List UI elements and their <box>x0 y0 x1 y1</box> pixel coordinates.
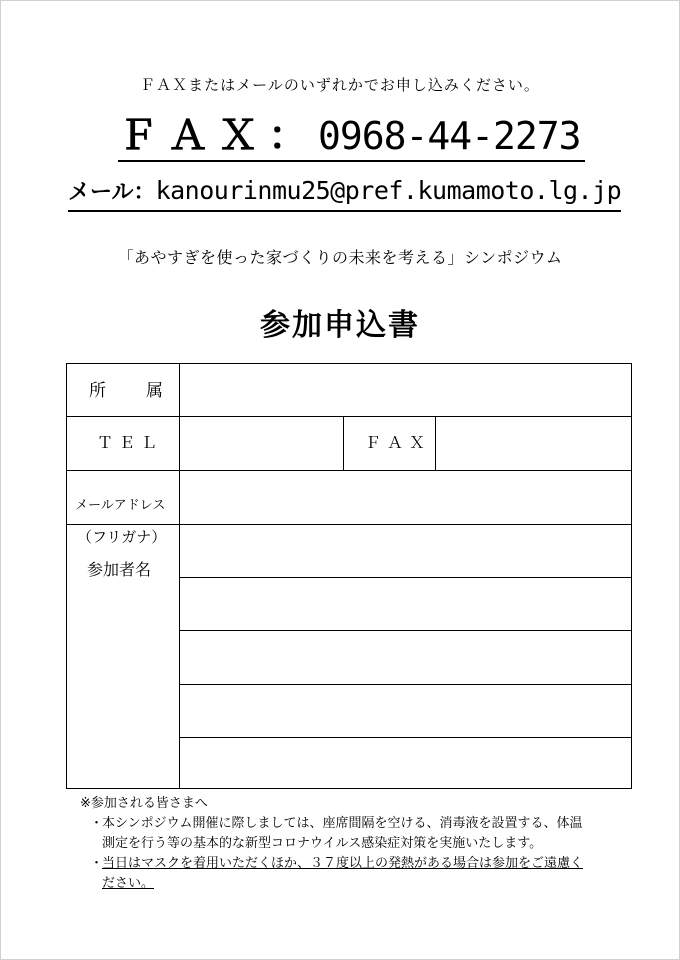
affiliation-label: 所 属 <box>89 381 165 401</box>
notes-section <box>80 794 640 894</box>
instruction-text: ＦＡＸまたはメールのいずれかでお申し込みください。 <box>140 76 540 94</box>
mail-contact-label: メール： <box>68 180 156 205</box>
fax-contact-line <box>118 112 585 162</box>
note-bullet-2-line1: 当日はマスクを着用いただくほか、３７度以上の発熱がある場合は参加をご遠慮く <box>102 856 584 871</box>
participant-field-4[interactable] <box>180 685 632 737</box>
note-bullet-1-line2: 測定を行う等の基本的な新型コロナウイルス感染症対策を実施いたします。 <box>102 836 543 851</box>
fax-field[interactable] <box>436 417 632 470</box>
affiliation-field[interactable] <box>180 364 632 416</box>
fax-label: ＦＡＸ <box>365 433 432 452</box>
application-form-table <box>66 363 632 789</box>
email-field[interactable] <box>180 471 632 524</box>
mail-contact-address[interactable]: kanourinmu25@pref.kumamoto.lg.jp <box>155 176 622 205</box>
participant-field-5[interactable] <box>180 738 632 789</box>
tel-field[interactable] <box>180 417 343 470</box>
note-bullet-1 <box>80 814 640 854</box>
notes-heading: ※参加される皆さまへ <box>80 796 208 811</box>
note-bullet-2-line2: ださい。 <box>102 876 155 891</box>
fax-contact-label: ＦＡＸ： <box>118 113 318 159</box>
form-title: 参加申込書 <box>260 308 420 343</box>
bullet-mark: ・ <box>90 816 104 831</box>
participant-field-1[interactable] <box>180 525 632 577</box>
fax-contact-number: 0968-44-2273 <box>318 114 581 158</box>
email-label: メールアドレス <box>75 498 166 513</box>
symposium-title: 「あやすぎを使った家づくりの未来を考える」シンポジウム <box>117 248 563 267</box>
participant-field-3[interactable] <box>180 631 632 684</box>
participant-name-label: 参加者名 <box>87 560 152 579</box>
bullet-mark: ・ <box>90 856 104 871</box>
tel-label: ＴＥＬ <box>97 433 164 452</box>
furigana-label: （フリガナ） <box>77 528 167 546</box>
tel-fax-divider-left <box>343 416 344 470</box>
note-bullet-1-line1: 本シンポジウム開催に際しましては、座席間隔を空ける、消毒液を設置する、体温 <box>102 816 583 831</box>
participant-field-2[interactable] <box>180 578 632 630</box>
note-bullet-2 <box>80 854 640 894</box>
mail-contact-line <box>68 174 621 212</box>
